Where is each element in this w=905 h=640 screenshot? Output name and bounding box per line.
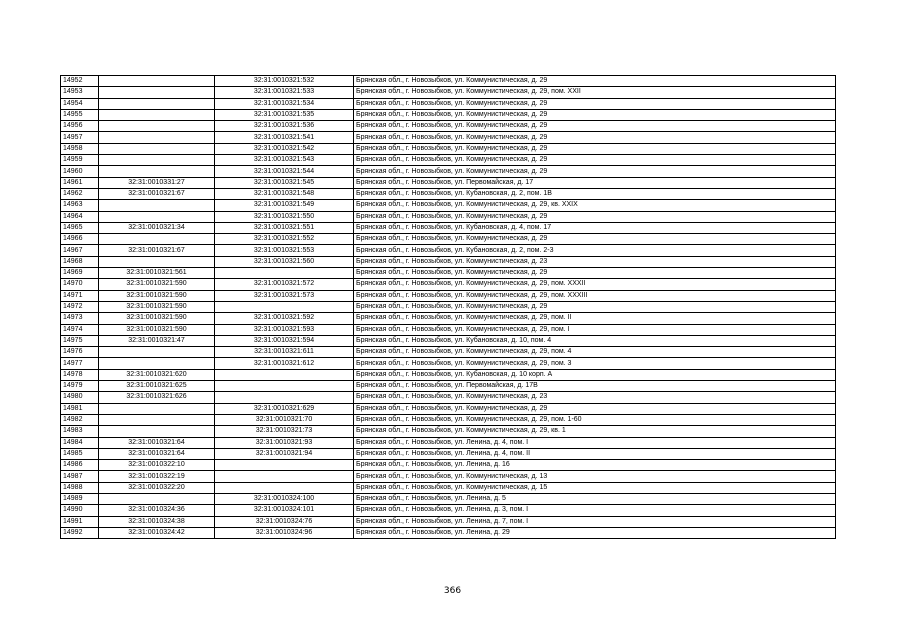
table-row [61, 392, 836, 403]
table-row [61, 482, 836, 493]
table-row [61, 177, 836, 188]
record-number-cell: 14963 [61, 200, 99, 211]
cadastral-number-cell: 32:31:0010321:560 [215, 256, 354, 267]
table-row [61, 437, 836, 448]
table-row [61, 211, 836, 222]
record-number-cell: 14985 [61, 448, 99, 459]
address-cell: Брянская обл., г. Новозыбков, ул. Коммунистическая, д. 29, пом. XXXII [354, 279, 836, 290]
address-cell: Брянская обл., г. Новозыбков, ул. Коммунистическая, д. 29, пом. I [354, 324, 836, 335]
parent-cadastral-number-cell: 32:31:0010322:10 [99, 460, 215, 471]
cadastral-number-cell: 32:31:0010321:534 [215, 98, 354, 109]
cadastral-number-cell: 32:31:0010321:612 [215, 358, 354, 369]
parent-cadastral-number-cell: 32:31:0010324:42 [99, 527, 215, 538]
parent-cadastral-number-cell: 32:31:0010321:590 [99, 313, 215, 324]
parent-cadastral-number-cell [99, 155, 215, 166]
cadastral-number-cell: 32:31:0010324:100 [215, 493, 354, 504]
cadastral-number-cell: 32:31:0010321:73 [215, 426, 354, 437]
parent-cadastral-number-cell [99, 143, 215, 154]
cadastral-number-cell: 32:31:0010321:592 [215, 313, 354, 324]
record-number-cell: 14969 [61, 268, 99, 279]
address-cell: Брянская обл., г. Новозыбков, ул. Коммунистическая, д. 29, кв. XXIX [354, 200, 836, 211]
record-number-cell: 14979 [61, 381, 99, 392]
cadastral-number-cell [215, 460, 354, 471]
table-row [61, 301, 836, 312]
record-number-cell: 14967 [61, 245, 99, 256]
record-number-cell: 14970 [61, 279, 99, 290]
table-row [61, 471, 836, 482]
table-row [61, 460, 836, 471]
address-cell: Брянская обл., г. Новозыбков, ул. Коммунистическая, д. 29, пом. XXXIII [354, 290, 836, 301]
cadastral-number-cell: 32:31:0010321:573 [215, 290, 354, 301]
parent-cadastral-number-cell [99, 347, 215, 358]
address-cell: Брянская обл., г. Новозыбков, ул. Коммунистическая, д. 29 [354, 121, 836, 132]
cadastral-number-cell: 32:31:0010321:594 [215, 335, 354, 346]
table-row [61, 493, 836, 504]
record-number-cell: 14971 [61, 290, 99, 301]
table-row [61, 132, 836, 143]
address-cell: Брянская обл., г. Новозыбков, ул. Коммунистическая, д. 29 [354, 143, 836, 154]
parent-cadastral-number-cell [99, 414, 215, 425]
table-row [61, 358, 836, 369]
table-row [61, 121, 836, 132]
parent-cadastral-number-cell [99, 76, 215, 87]
record-number-cell: 14957 [61, 132, 99, 143]
address-cell: Брянская обл., г. Новозыбков, ул. Коммунистическая, д. 29, пом. 4 [354, 347, 836, 358]
record-number-cell: 14964 [61, 211, 99, 222]
parent-cadastral-number-cell [99, 358, 215, 369]
table-row [61, 516, 836, 527]
cadastral-number-cell: 32:31:0010321:550 [215, 211, 354, 222]
parent-cadastral-number-cell: 32:31:0010321:67 [99, 245, 215, 256]
record-number-cell: 14968 [61, 256, 99, 267]
table-row [61, 256, 836, 267]
address-cell: Брянская обл., г. Новозыбков, ул. Ленина, д. 7, пом. I [354, 516, 836, 527]
record-number-cell: 14962 [61, 188, 99, 199]
table-row [61, 290, 836, 301]
record-number-cell: 14974 [61, 324, 99, 335]
parent-cadastral-number-cell: 32:31:0010321:590 [99, 324, 215, 335]
parent-cadastral-number-cell [99, 426, 215, 437]
record-number-cell: 14991 [61, 516, 99, 527]
record-number-cell: 14977 [61, 358, 99, 369]
record-number-cell: 14982 [61, 414, 99, 425]
parent-cadastral-number-cell: 32:31:0010321:590 [99, 301, 215, 312]
record-number-cell: 14986 [61, 460, 99, 471]
table-row [61, 381, 836, 392]
address-cell: Брянская обл., г. Новозыбков, ул. Коммунистическая, д. 29 [354, 132, 836, 143]
parent-cadastral-number-cell: 32:31:0010324:36 [99, 505, 215, 516]
cadastral-number-cell: 32:31:0010321:548 [215, 188, 354, 199]
record-number-cell: 14959 [61, 155, 99, 166]
table-row [61, 505, 836, 516]
cadastral-number-cell: 32:31:0010321:542 [215, 143, 354, 154]
record-number-cell: 14978 [61, 369, 99, 380]
table-row [61, 87, 836, 98]
cadastral-number-cell: 32:31:0010321:543 [215, 155, 354, 166]
record-number-cell: 14966 [61, 234, 99, 245]
table-row [61, 155, 836, 166]
table-row [61, 222, 836, 233]
table-row [61, 403, 836, 414]
parent-cadastral-number-cell: 32:31:0010321:620 [99, 369, 215, 380]
table-row [61, 234, 836, 245]
address-cell: Брянская обл., г. Новозыбков, ул. Коммунистическая, д. 29, пом. II [354, 313, 836, 324]
cadastral-number-cell: 32:31:0010321:541 [215, 132, 354, 143]
cadastral-number-cell: 32:31:0010321:533 [215, 87, 354, 98]
address-cell: Брянская обл., г. Новозыбков, ул. Коммунистическая, д. 23 [354, 256, 836, 267]
address-cell: Брянская обл., г. Новозыбков, ул. Кубановская, д. 10, пом. 4 [354, 335, 836, 346]
table-row [61, 414, 836, 425]
table-row [61, 527, 836, 538]
address-cell: Брянская обл., г. Новозыбков, ул. Коммунистическая, д. 29, пом. 1-60 [354, 414, 836, 425]
address-cell: Брянская обл., г. Новозыбков, ул. Коммунистическая, д. 23 [354, 392, 836, 403]
record-number-cell: 14987 [61, 471, 99, 482]
parent-cadastral-number-cell: 32:31:0010322:20 [99, 482, 215, 493]
table-row [61, 268, 836, 279]
table-row [61, 426, 836, 437]
parent-cadastral-number-cell: 32:31:0010321:64 [99, 448, 215, 459]
parent-cadastral-number-cell [99, 493, 215, 504]
address-cell: Брянская обл., г. Новозыбков, ул. Первомайская, д. 17 [354, 177, 836, 188]
address-cell: Брянская обл., г. Новозыбков, ул. Коммунистическая, д. 29, пом. 3 [354, 358, 836, 369]
cadastral-number-cell: 32:31:0010321:551 [215, 222, 354, 233]
cadastral-number-cell: 32:31:0010321:572 [215, 279, 354, 290]
cadastral-number-cell: 32:31:0010321:593 [215, 324, 354, 335]
record-number-cell: 14980 [61, 392, 99, 403]
address-cell: Брянская обл., г. Новозыбков, ул. Коммунистическая, д. 29 [354, 76, 836, 87]
cadastral-number-cell: 32:31:0010321:611 [215, 347, 354, 358]
cadastral-number-cell: 32:31:0010321:553 [215, 245, 354, 256]
table-row [61, 448, 836, 459]
parent-cadastral-number-cell [99, 132, 215, 143]
parent-cadastral-number-cell: 32:31:0010322:19 [99, 471, 215, 482]
table-row [61, 313, 836, 324]
record-number-cell: 14961 [61, 177, 99, 188]
table-row [61, 98, 836, 109]
parent-cadastral-number-cell [99, 234, 215, 245]
record-number-cell: 14958 [61, 143, 99, 154]
parent-cadastral-number-cell: 32:31:0010321:590 [99, 279, 215, 290]
record-number-cell: 14983 [61, 426, 99, 437]
address-cell: Брянская обл., г. Новозыбков, ул. Кубановская, д. 10 корп. А [354, 369, 836, 380]
cadastral-number-cell: 32:31:0010321:70 [215, 414, 354, 425]
parent-cadastral-number-cell: 32:31:0010321:34 [99, 222, 215, 233]
record-number-cell: 14960 [61, 166, 99, 177]
record-number-cell: 14965 [61, 222, 99, 233]
parent-cadastral-number-cell [99, 87, 215, 98]
cadastral-number-cell: 32:31:0010324:76 [215, 516, 354, 527]
address-cell: Брянская обл., г. Новозыбков, ул. Коммунистическая, д. 29 [354, 301, 836, 312]
parent-cadastral-number-cell: 32:31:0010321:47 [99, 335, 215, 346]
parent-cadastral-number-cell [99, 109, 215, 120]
address-cell: Брянская обл., г. Новозыбков, ул. Коммунистическая, д. 13 [354, 471, 836, 482]
register-table-body [61, 76, 836, 539]
cadastral-number-cell [215, 381, 354, 392]
address-cell: Брянская обл., г. Новозыбков, ул. Кубановская, д. 4, пом. 17 [354, 222, 836, 233]
record-number-cell: 14981 [61, 403, 99, 414]
address-cell: Брянская обл., г. Новозыбков, ул. Кубановская, д. 2, пом. 1В [354, 188, 836, 199]
table-row [61, 76, 836, 87]
record-number-cell: 14992 [61, 527, 99, 538]
parent-cadastral-number-cell: 32:31:0010321:625 [99, 381, 215, 392]
address-cell: Брянская обл., г. Новозыбков, ул. Ленина, д. 5 [354, 493, 836, 504]
parent-cadastral-number-cell: 32:31:0010331:27 [99, 177, 215, 188]
record-number-cell: 14953 [61, 87, 99, 98]
cadastral-number-cell: 32:31:0010321:552 [215, 234, 354, 245]
cadastral-number-cell: 32:31:0010321:629 [215, 403, 354, 414]
record-number-cell: 14988 [61, 482, 99, 493]
address-cell: Брянская обл., г. Новозыбков, ул. Коммунистическая, д. 29 [354, 403, 836, 414]
table-row [61, 279, 836, 290]
table-row [61, 200, 836, 211]
parent-cadastral-number-cell: 32:31:0010321:561 [99, 268, 215, 279]
address-cell: Брянская обл., г. Новозыбков, ул. Коммунистическая, д. 29 [354, 166, 836, 177]
cadastral-number-cell [215, 471, 354, 482]
address-cell: Брянская обл., г. Новозыбков, ул. Ленина, д. 4, пом. I [354, 437, 836, 448]
table-row [61, 143, 836, 154]
record-number-cell: 14990 [61, 505, 99, 516]
record-number-cell: 14984 [61, 437, 99, 448]
table-row [61, 347, 836, 358]
address-cell: Брянская обл., г. Новозыбков, ул. Ленина, д. 4, пом. II [354, 448, 836, 459]
parent-cadastral-number-cell [99, 256, 215, 267]
table-row [61, 324, 836, 335]
record-number-cell: 14956 [61, 121, 99, 132]
record-number-cell: 14989 [61, 493, 99, 504]
table-row [61, 335, 836, 346]
parent-cadastral-number-cell [99, 98, 215, 109]
parent-cadastral-number-cell: 32:31:0010321:67 [99, 188, 215, 199]
address-cell: Брянская обл., г. Новозыбков, ул. Коммунистическая, д. 29, пом. XXII [354, 87, 836, 98]
table-row [61, 245, 836, 256]
address-cell: Брянская обл., г. Новозыбков, ул. Кубановская, д. 2, пом. 2-3 [354, 245, 836, 256]
address-cell: Брянская обл., г. Новозыбков, ул. Коммунистическая, д. 29 [354, 268, 836, 279]
page-number: 366 [443, 586, 462, 596]
cadastral-number-cell: 32:31:0010321:94 [215, 448, 354, 459]
cadastral-number-cell: 32:31:0010321:545 [215, 177, 354, 188]
record-number-cell: 14972 [61, 301, 99, 312]
property-register-table [60, 75, 836, 539]
cadastral-number-cell: 32:31:0010321:93 [215, 437, 354, 448]
cadastral-number-cell [215, 392, 354, 403]
address-cell: Брянская обл., г. Новозыбков, ул. Ленина, д. 16 [354, 460, 836, 471]
address-cell: Брянская обл., г. Новозыбков, ул. Коммунистическая, д. 29, кв. 1 [354, 426, 836, 437]
cadastral-number-cell [215, 268, 354, 279]
parent-cadastral-number-cell [99, 121, 215, 132]
cadastral-number-cell: 32:31:0010321:535 [215, 109, 354, 120]
parent-cadastral-number-cell [99, 200, 215, 211]
cadastral-number-cell: 32:31:0010324:96 [215, 527, 354, 538]
address-cell: Брянская обл., г. Новозыбков, ул. Коммунистическая, д. 29 [354, 155, 836, 166]
cadastral-number-cell: 32:31:0010321:549 [215, 200, 354, 211]
record-number-cell: 14973 [61, 313, 99, 324]
cadastral-number-cell: 32:31:0010321:536 [215, 121, 354, 132]
parent-cadastral-number-cell [99, 166, 215, 177]
parent-cadastral-number-cell: 32:31:0010321:64 [99, 437, 215, 448]
cadastral-number-cell: 32:31:0010321:532 [215, 76, 354, 87]
parent-cadastral-number-cell [99, 403, 215, 414]
parent-cadastral-number-cell: 32:31:0010324:38 [99, 516, 215, 527]
parent-cadastral-number-cell: 32:31:0010321:590 [99, 290, 215, 301]
parent-cadastral-number-cell [99, 211, 215, 222]
address-cell: Брянская обл., г. Новозыбков, ул. Первомайская, д. 17В [354, 381, 836, 392]
address-cell: Брянская обл., г. Новозыбков, ул. Коммунистическая, д. 29 [354, 109, 836, 120]
address-cell: Брянская обл., г. Новозыбков, ул. Ленина, д. 3, пом. I [354, 505, 836, 516]
address-cell: Брянская обл., г. Новозыбков, ул. Коммунистическая, д. 15 [354, 482, 836, 493]
record-number-cell: 14975 [61, 335, 99, 346]
table-row [61, 166, 836, 177]
record-number-cell: 14954 [61, 98, 99, 109]
address-cell: Брянская обл., г. Новозыбков, ул. Коммунистическая, д. 29 [354, 211, 836, 222]
parent-cadastral-number-cell: 32:31:0010321:626 [99, 392, 215, 403]
address-cell: Брянская обл., г. Новозыбков, ул. Коммунистическая, д. 29 [354, 98, 836, 109]
cadastral-number-cell [215, 301, 354, 312]
cadastral-number-cell: 32:31:0010321:544 [215, 166, 354, 177]
cadastral-number-cell [215, 482, 354, 493]
address-cell: Брянская обл., г. Новозыбков, ул. Ленина, д. 29 [354, 527, 836, 538]
cadastral-number-cell [215, 369, 354, 380]
record-number-cell: 14952 [61, 76, 99, 87]
table-row [61, 109, 836, 120]
address-cell: Брянская обл., г. Новозыбков, ул. Коммунистическая, д. 29 [354, 234, 836, 245]
cadastral-number-cell: 32:31:0010324:101 [215, 505, 354, 516]
record-number-cell: 14955 [61, 109, 99, 120]
table-row [61, 188, 836, 199]
record-number-cell: 14976 [61, 347, 99, 358]
table-row [61, 369, 836, 380]
